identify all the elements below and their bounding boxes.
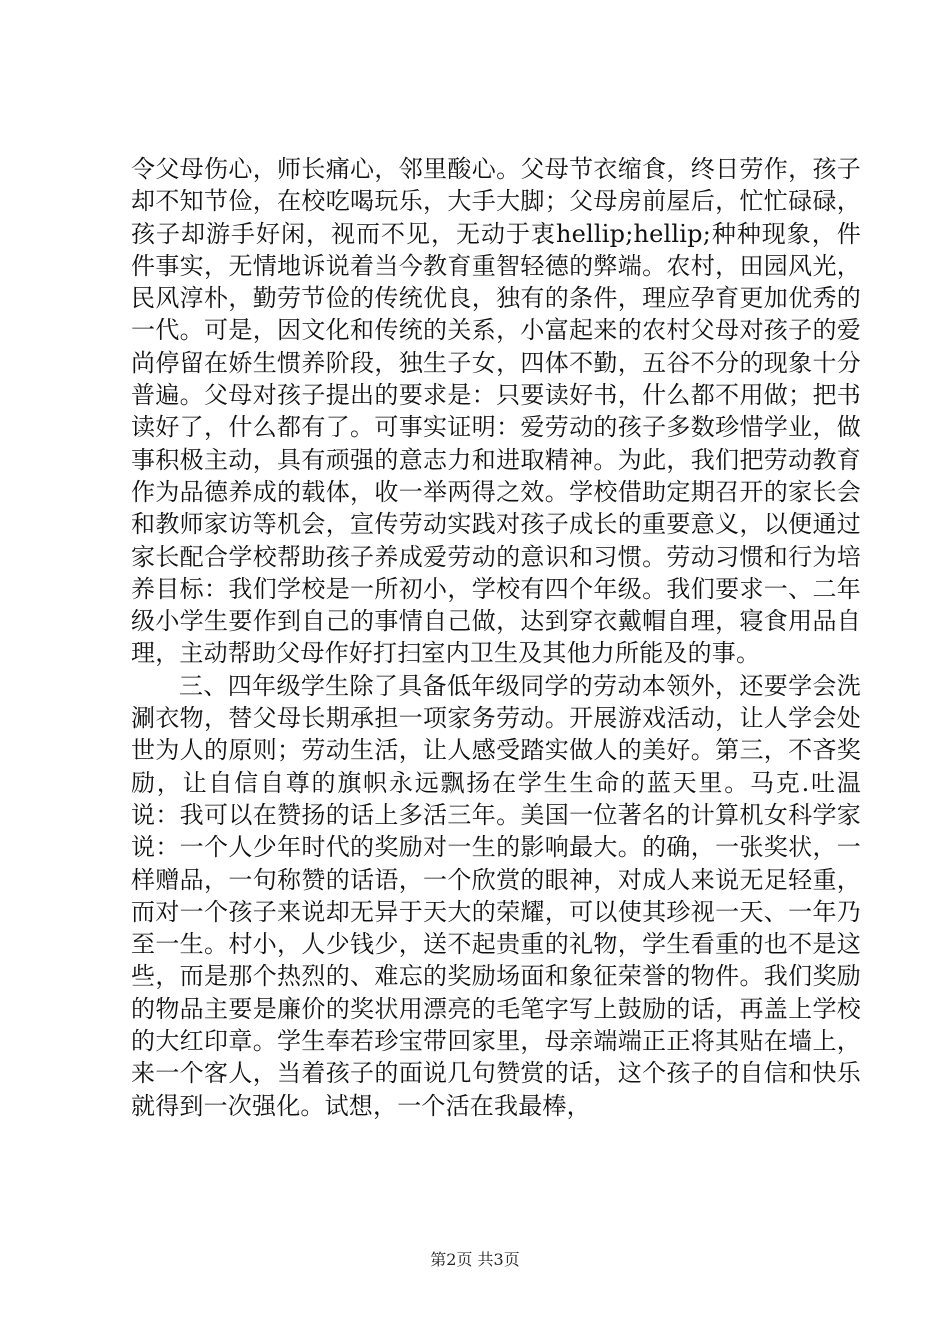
paragraph-1: 令父母伤心，师长痛心，邻里酸心。父母节衣缩食，终日劳作，孩子却不知节俭，在校吃喝玩乐，大手大脚；父母房前屋后，忙忙碌碌，孩子却游手好闲，视而不见，无动于衷hellip;hellip;种种现象，件件事实，无情地诉说着当今教育重智轻德的弊端。农村，田园风光，民风淳朴，勤劳节俭的传统优良，独有的条件，理应孕育更加优秀的一代。可是，因文化和传统的关系，小富起来的农村父母对孩子的爱尚停留在娇生惯养阶段，独生子女，四体不勤，五谷不分的现象十分普遍。父母对孩子提出的要求是：只要读好书，什么都不用做；把书读好了，什么都有了。可事实证明：爱劳动的孩子多数珍惜学业，做事积极主动，具有顽强的意志力和进取精神。为此，我们把劳动教育作为品德养成的载体，收一举两得之效。学校借助定期召开的家长会和教师家访等机会，宣传劳动实践对孩子成长的重要意义，以便通过家长配合学校帮助孩子养成爱劳动的意识和习惯。劳动习惯和行为培养目标：我们学校是一所初小，学校有四个年级。我们要求一、二年级小学生要作到自己的事情自己做，达到穿衣戴帽自理，寝食用品自理，主动帮助父母作好打扫室内卫生及其他力所能及的事。 — [131, 155, 861, 668]
page-number-footer: 第2页 共3页 — [430, 1250, 520, 1269]
document-body — [131, 153, 861, 1122]
paragraph-2: 三、四年级学生除了具备低年级同学的劳动本领外，还要学会洗涮衣物，替父母长期承担一项家务劳动。开展游戏活动，让人学会处世为人的原则；劳动生活，让人感受踏实做人的美好。第三，不吝奖励，让自信自尊的旗帜永远飘扬在学生生命的蓝天里。马克.吐温说：我可以在赞扬的话上多活三年。美国一位著名的计算机女科学家说：一个人少年时代的奖励对一生的影响最大。的确，一张奖状，一样赠品，一句称赞的话语，一个欣赏的眼神，对成人来说无足轻重，而对一个孩子来说却无异于天大的荣耀，可以使其珍视一天、一年乃至一生。村小，人少钱少，送不起贵重的礼物，学生看重的也不是这些，而是那个热烈的、难忘的奖励场面和象征荣誉的物件。我们奖励的物品主要是廉价的奖状用漂亮的毛笔字写上鼓励的话，再盖上学校的大红印章。学生奉若珍宝带回家里，母亲端端正正将其贴在墙上，来一个客人，当着孩子的面说几句赞赏的话，这个孩子的自信和快乐就得到一次强化。试想，一个活在我最棒， — [131, 671, 861, 1120]
